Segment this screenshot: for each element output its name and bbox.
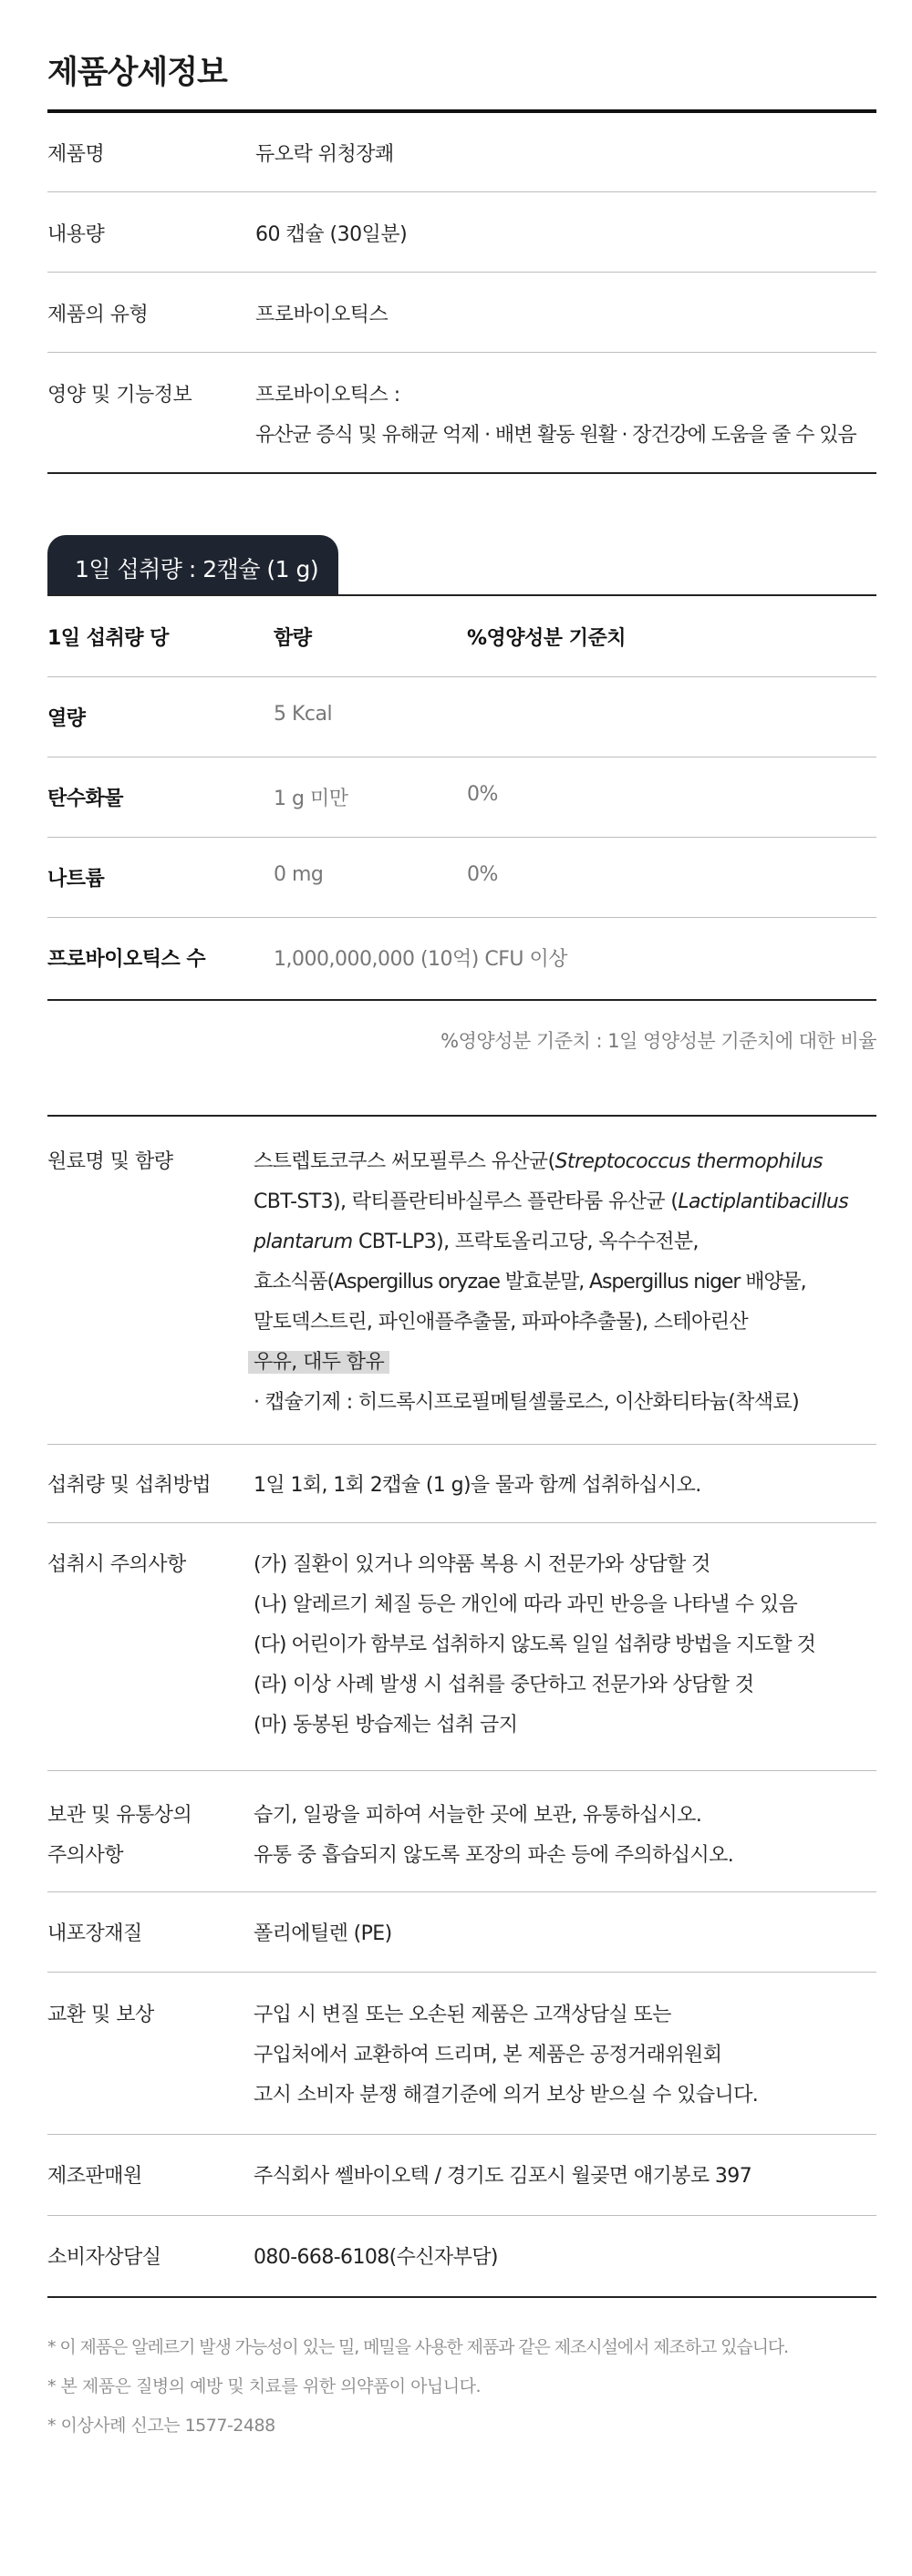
serving-size-tab bbox=[47, 535, 338, 595]
title-divider bbox=[47, 109, 876, 113]
packaging-label: 내포장재질 bbox=[47, 1922, 142, 1945]
ingredients-line bbox=[254, 1146, 823, 1174]
info-value-function-line2: 유산균 증식 및 유해균 억제 · 배변 활동 원활 · 장건강에 도움을 줄 수 있음 bbox=[255, 424, 856, 447]
nutrition-row-name: 탄수화물 bbox=[47, 788, 124, 810]
ingredients-text: CBT-ST3), 락티플란티바실루스 플란타룸 유산균 ( bbox=[254, 1190, 679, 1213]
caution-line: (라) 이상 사례 발생 시 섭취를 중단하고 전문가와 상담할 것 bbox=[254, 1674, 754, 1696]
nutrition-row-name: 나트륨 bbox=[47, 868, 105, 891]
row-divider bbox=[47, 1770, 876, 1771]
ingredients-line bbox=[254, 1306, 748, 1334]
storage-label-line1: 보관 및 유통상의 bbox=[47, 1804, 192, 1827]
row-divider bbox=[47, 676, 876, 677]
storage-line: 습기, 일광을 피하여 서늘한 곳에 보관, 유통하십시오. bbox=[254, 1804, 702, 1827]
info-value-product-name: 듀오락 위청장쾌 bbox=[255, 143, 394, 166]
ingredients-latin: plantarum bbox=[254, 1231, 353, 1253]
ingredients-text: CBT-LP3), 프락토올리고당, 옥수수전분, bbox=[352, 1231, 699, 1253]
exchange-line: 고시 소비자 분쟁 해결기준에 의거 보상 받으실 수 있습니다. bbox=[254, 2084, 759, 2107]
info-value-function-line1: 프로바이오틱스 : bbox=[255, 384, 400, 407]
nutrition-row-amount: 1 g 미만 bbox=[274, 788, 348, 810]
info-label-function: 영양 및 기능정보 bbox=[47, 384, 192, 407]
ingredients-latin: Lactiplantibacillus bbox=[678, 1190, 849, 1213]
exchange-line: 구입 시 변질 또는 오손된 제품은 고객상담실 또는 bbox=[254, 2004, 671, 2026]
nutrition-row-name: 열량 bbox=[47, 707, 86, 730]
nutrition-note: %영양성분 기준치 : 1일 영양성분 기준치에 대한 비율 bbox=[440, 1030, 876, 1052]
exchange-line: 구입처에서 교환하여 드리며, 본 제품은 공정거래위원회 bbox=[254, 2044, 722, 2066]
ingredients-text: 말토덱스트린, 파인애플추출물, 파파야추출물), 스테아린산 bbox=[254, 1311, 748, 1334]
caution-line: (마) 동봉된 방습제는 섭취 금지 bbox=[254, 1714, 518, 1736]
nutrition-row-amount: 1,000,000,000 (10억) CFU 이상 bbox=[274, 948, 567, 971]
intake-value: 1일 1회, 1회 2캡슐 (1 g)을 물과 함께 섭취하십시오. bbox=[254, 1474, 701, 1497]
row-divider bbox=[47, 272, 876, 273]
nutrition-row-name: 프로바이오틱스 수 bbox=[47, 948, 206, 971]
caution-line: (다) 어린이가 함부로 섭취하지 않도록 일일 섭취량 방법을 지도할 것 bbox=[254, 1633, 815, 1656]
row-divider bbox=[47, 191, 876, 192]
nutrition-header-amount: 함량 bbox=[274, 627, 312, 650]
ingredients-text: 효소식품(Aspergillus oryzae 발효분말, Aspergillus niger 배양물, bbox=[254, 1271, 806, 1293]
row-divider bbox=[47, 1444, 876, 1445]
maker-value: 주식회사 쎌바이오텍 / 경기도 김포시 월곶면 애기봉로 397 bbox=[254, 2165, 752, 2188]
nutrition-header-percent: %영양성분 기준치 bbox=[467, 627, 626, 650]
row-divider bbox=[47, 837, 876, 838]
section-divider bbox=[47, 1115, 876, 1117]
ingredients-label: 원료명 및 함량 bbox=[47, 1150, 173, 1173]
row-divider bbox=[47, 352, 876, 353]
nutrition-row-amount: 0 mg bbox=[274, 863, 324, 886]
nutrition-row-percent: 0% bbox=[467, 783, 498, 806]
allergen-line bbox=[254, 1346, 389, 1375]
exchange-label: 교환 및 보상 bbox=[47, 2004, 154, 2026]
section-divider bbox=[47, 2296, 876, 2298]
row-divider bbox=[47, 917, 876, 918]
info-label-type: 제품의 유형 bbox=[47, 304, 149, 326]
caution-label: 섭취시 주의사항 bbox=[47, 1553, 186, 1576]
page-title: 제품상세정보 bbox=[47, 55, 227, 91]
row-divider bbox=[47, 2215, 876, 2216]
consumer-value: 080-668-6108(수신자부담) bbox=[254, 2246, 498, 2269]
footnote: * 이상사례 신고는 1577-2488 bbox=[47, 2416, 275, 2436]
row-divider bbox=[47, 1522, 876, 1523]
footnote: * 이 제품은 알레르기 발생 가능성이 있는 밀, 메밀을 사용한 제품과 같은 제조시설에서 제조하고 있습니다. bbox=[47, 2337, 789, 2357]
storage-label-line2: 주의사항 bbox=[47, 1844, 124, 1867]
storage-line: 유통 중 흡습되지 않도록 포장의 파손 등에 주의하십시오. bbox=[254, 1844, 734, 1867]
row-divider bbox=[47, 1972, 876, 1973]
ingredients-line bbox=[254, 1266, 806, 1294]
row-divider bbox=[47, 1891, 876, 1892]
nutrition-top-rule bbox=[47, 594, 876, 596]
maker-label: 제조판매원 bbox=[47, 2165, 142, 2188]
ingredients-latin: Streptococcus thermophilus bbox=[554, 1150, 823, 1173]
ingredients-line bbox=[254, 1226, 699, 1254]
intake-label: 섭취량 및 섭취방법 bbox=[47, 1474, 212, 1497]
packaging-value: 폴리에틸렌 (PE) bbox=[254, 1922, 392, 1945]
serving-size-label: 1일 섭취량 : 2캡슐 (1 g) bbox=[75, 556, 319, 582]
caution-line: (나) 알레르기 체질 등은 개인에 따라 과민 반응을 나타낼 수 있음 bbox=[254, 1593, 798, 1616]
nutrition-bottom-rule bbox=[47, 999, 876, 1001]
info-value-type: 프로바이오틱스 bbox=[255, 304, 389, 326]
ingredients-text: 스트렙토코쿠스 써모필루스 유산균( bbox=[254, 1150, 555, 1173]
section-divider bbox=[47, 472, 876, 474]
ingredients-line bbox=[254, 1186, 848, 1214]
info-label-volume: 내용량 bbox=[47, 223, 105, 246]
capsule-base-line: · 캡슐기제 : 히드록시프로필메틸셀룰로스, 이산화티타늄(착색료) bbox=[254, 1391, 800, 1414]
row-divider bbox=[47, 2134, 876, 2135]
footnote: * 본 제품은 질병의 예방 및 치료를 위한 의약품이 아닙니다. bbox=[47, 2376, 482, 2396]
info-value-volume: 60 캡슐 (30일분) bbox=[255, 223, 408, 246]
nutrition-header-serving: 1일 섭취량 당 bbox=[47, 627, 169, 650]
consumer-label: 소비자상담실 bbox=[47, 2246, 161, 2269]
allergen-highlight: 우유, 대두 함유 bbox=[248, 1351, 389, 1374]
nutrition-row-amount: 5 Kcal bbox=[274, 703, 333, 726]
nutrition-row-percent: 0% bbox=[467, 863, 498, 886]
info-label-product-name: 제품명 bbox=[47, 143, 105, 166]
caution-line: (가) 질환이 있거나 의약품 복용 시 전문가와 상담할 것 bbox=[254, 1553, 710, 1576]
